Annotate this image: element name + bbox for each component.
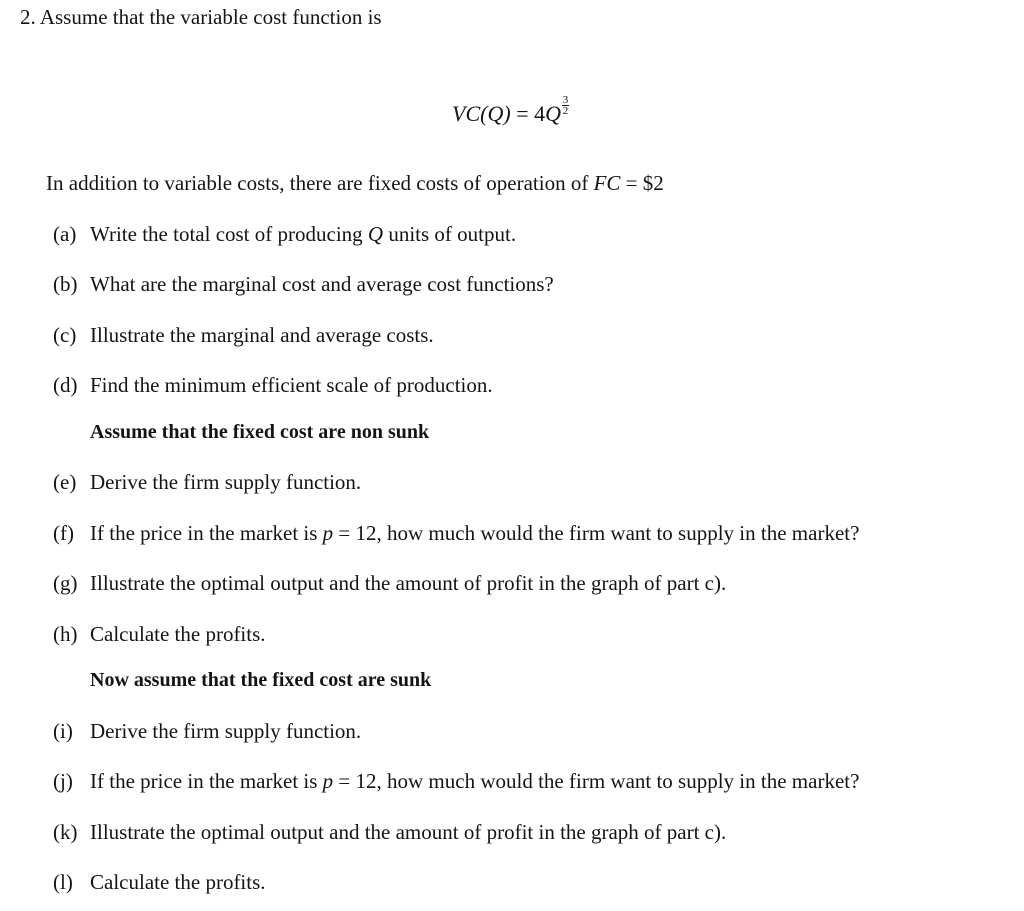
part-text: Derive the firm supply function. <box>90 719 362 743</box>
part-text: Derive the firm supply function. <box>90 470 362 494</box>
part-label: (h) <box>53 622 78 646</box>
part-text: Illustrate the optimal output and the amount of profit in the graph of part c). <box>90 820 727 844</box>
part-text: If the price in the market is <box>90 521 318 545</box>
part-a <box>53 220 516 248</box>
problem-header <box>20 3 382 31</box>
part-label: (a) <box>53 222 77 246</box>
part-label: (d) <box>53 373 78 397</box>
equation-coefficient: 4 <box>534 101 546 126</box>
part-j <box>53 767 859 795</box>
part-k <box>53 818 726 846</box>
part-label: (i) <box>53 719 73 743</box>
part-l <box>53 868 266 896</box>
part-label: (c) <box>53 323 77 347</box>
section-heading-non-sunk: Assume that the fixed cost are non sunk <box>90 421 430 443</box>
part-equals: = <box>338 521 351 545</box>
part-d <box>53 371 493 399</box>
fixed-cost-symbol: FC <box>593 171 621 195</box>
fixed-cost-text: In addition to variable costs, there are fixed costs of operation of <box>46 171 589 195</box>
equation-variable: Q <box>545 101 561 126</box>
fixed-cost-equals: = <box>625 171 638 195</box>
part-text-after: units of output. <box>388 222 517 246</box>
part-label: (g) <box>53 571 78 595</box>
problem-intro: Assume that the variable cost function is <box>39 5 382 29</box>
part-equals: = <box>338 769 351 793</box>
equation-exponent <box>562 95 569 116</box>
part-g <box>53 569 726 597</box>
part-text-after: how much would the firm want to supply in the market? <box>387 521 860 545</box>
part-e <box>53 468 361 496</box>
part-text: Calculate the profits. <box>90 622 266 646</box>
part-label: (l) <box>53 870 73 894</box>
exponent-denominator: 2 <box>562 105 569 117</box>
part-text: Write the total cost of producing <box>90 222 363 246</box>
part-c <box>53 321 434 349</box>
part-value: 12, <box>355 521 382 545</box>
part-label: (f) <box>53 521 74 545</box>
part-label: (b) <box>53 272 78 296</box>
part-text: What are the marginal cost and average cost functions? <box>90 272 554 296</box>
cost-equation <box>452 95 569 128</box>
equation-lhs: VC(Q) <box>452 101 511 126</box>
part-math: p <box>322 521 334 545</box>
part-label: (e) <box>53 470 77 494</box>
fixed-cost-value: $2 <box>642 171 664 195</box>
part-label: (k) <box>53 820 78 844</box>
part-f <box>53 519 859 547</box>
section-heading-sunk: Now assume that the fixed cost are sunk <box>90 669 432 691</box>
equation-equals: = <box>516 101 529 126</box>
part-text: Illustrate the optimal output and the amount of profit in the graph of part c). <box>90 571 727 595</box>
problem-number: 2. <box>20 5 36 29</box>
part-b <box>53 270 554 298</box>
part-value: 12, <box>355 769 382 793</box>
part-text: Illustrate the marginal and average costs. <box>90 323 434 347</box>
fixed-cost-statement <box>46 169 664 197</box>
part-h <box>53 620 266 648</box>
part-text: Calculate the profits. <box>90 870 266 894</box>
part-label: (j) <box>53 769 73 793</box>
part-i <box>53 717 361 745</box>
part-text: Find the minimum efficient scale of production. <box>90 373 493 397</box>
part-math: Q <box>367 222 384 246</box>
part-text: If the price in the market is <box>90 769 318 793</box>
part-text-after: how much would the firm want to supply in the market? <box>387 769 860 793</box>
part-math: p <box>322 769 334 793</box>
exponent-numerator: 3 <box>562 94 569 106</box>
